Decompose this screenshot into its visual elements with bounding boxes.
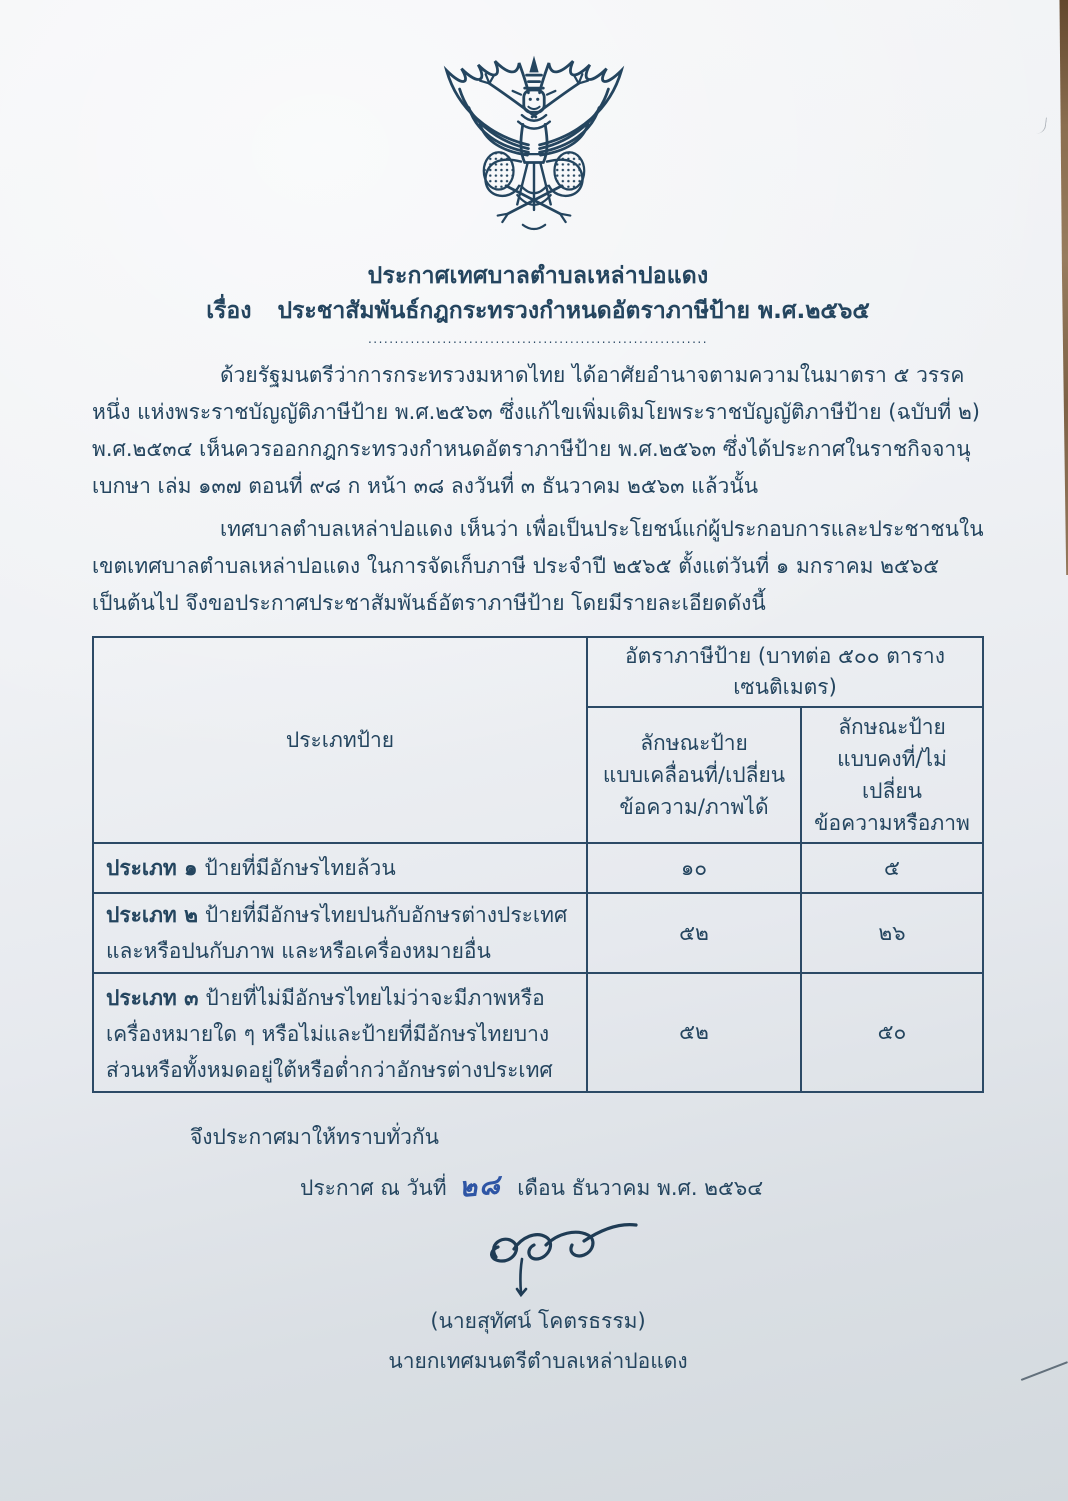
- divider-dots: ................................................................: [367, 332, 709, 346]
- column-header-movable: [587, 707, 801, 843]
- fixed-header-line: ข้อความหรือภาพ: [814, 811, 970, 835]
- category-2-label: ประเภท ๒: [106, 903, 198, 927]
- column-header-sign-type: ประเภทป้าย: [93, 637, 587, 843]
- category-1-movable-rate: ๑๐: [587, 843, 801, 893]
- category-3-label: ประเภท ๓: [106, 986, 199, 1010]
- movable-header-line: ข้อความ/ภาพได้: [619, 795, 769, 819]
- row-label-category-3: [93, 973, 587, 1092]
- movable-header-line: ลักษณะป้าย: [640, 731, 748, 755]
- table-row: [93, 973, 983, 1092]
- movable-header-line: แบบเคลื่อนที่/เปลี่ยน: [602, 763, 786, 787]
- signer-position: นายกเทศมนตรีตำบลเหล่าปอแดง: [388, 1349, 688, 1373]
- category-2-desc: ป้ายที่มีอักษรไทยปนกับอักษรต่างประเทศและหรือปนกับภาพ และหรือเครื่องหมายอื่น: [106, 903, 568, 963]
- table-row: [93, 843, 983, 893]
- fixed-header-line: ลักษณะป้าย: [838, 715, 946, 739]
- paragraph-announcement: เทศบาลตำบลเหล่าปอแดง เห็นว่า เพื่อเป็นประโยชน์แก่ผู้ประกอบการและประชาชนในเขตเทศบาลตำบลเหล่าปอแดง ในการจัดเก็บภาษี ประจำปี ๒๕๖๕ ตั้งแต่วันที่ ๑ มกราคม ๒๕๖๕ เป็นต้นไป จึงขอประกาศประชาสัมพันธ์อัตราภาษีป้าย โดยมีรายละเอียดดังนี้: [92, 517, 984, 615]
- column-header-fixed: [801, 707, 983, 843]
- closing-line: จึงประกาศมาให้ทราบทั่วกัน: [190, 1125, 439, 1149]
- paragraph-authority: ด้วยรัฐมนตรีว่าการกระทรวงมหาดไทย ได้อาศัยอำนาจตามความในมาตรา ๕ วรรคหนึ่ง แห่งพระราชบัญญัติภาษีป้าย พ.ศ.๒๕๖๓ ซึ่งแก้ไขเพิ่มเติมโยพระราชบัญญัติภาษีป้าย (ฉบับที่ ๒) พ.ศ.๒๕๓๔ เห็นควรออกกฎกระทรวงกำหนดอัตราภาษีป้าย พ.ศ.๒๕๖๓ ซึ่งได้ประกาศในราชกิจจานุเบกษา เล่ม ๑๓๗ ตอนที่ ๙๘ ก หน้า ๓๘ ลงวันที่ ๓ ธันวาคม ๒๕๖๓ แล้วนั้น: [92, 363, 980, 498]
- category-3-desc: ป้ายที่ไม่มีอักษรไทยไม่ว่าจะมีภาพหรือเครื่องหมายใด ๆ หรือไม่และป้ายที่มีอักษรไทยบางส่วนหรือทั้งหมดอยู่ใต้หรือต่ำกว่าอักษรต่างประเทศ: [106, 986, 553, 1082]
- date-prefix: ประกาศ ณ วันที่: [300, 1176, 447, 1200]
- row-label-category-2: [93, 893, 587, 973]
- category-1-fixed-rate: ๕: [801, 843, 983, 893]
- signature-scribble-icon: [418, 1215, 658, 1305]
- table-header-row: [93, 637, 983, 707]
- signature-block: [92, 1215, 984, 1378]
- date-line: [300, 1164, 984, 1207]
- fixed-header-line: แบบคงที่/ไม่เปลี่ยน: [837, 747, 947, 803]
- category-1-desc: ป้ายที่มีอักษรไทยล้วน: [204, 855, 396, 880]
- subject-label: เรื่อง: [206, 298, 252, 324]
- page-title: ประกาศเทศบาลตำบลเหล่าปอแดง: [367, 263, 709, 289]
- category-2-fixed-rate: ๒๖: [801, 893, 983, 973]
- table-row: [93, 893, 983, 973]
- category-1-label: ประเภท ๑: [106, 855, 198, 880]
- garuda-emblem-icon: [430, 50, 638, 236]
- category-3-fixed-rate: ๕๐: [801, 973, 983, 1092]
- column-header-rate: อัตราภาษีป้าย (บาทต่อ ๕๐๐ ตารางเซนติเมตร): [587, 637, 983, 707]
- handwritten-day: ๒๘: [457, 1169, 503, 1204]
- date-suffix: เดือน ธันวาคม พ.ศ. ๒๕๖๔: [517, 1176, 764, 1200]
- row-label-category-1: [93, 843, 587, 893]
- subject-text: ประชาสัมพันธ์กฎกระทรวงกำหนดอัตราภาษีป้าย พ.ศ.๒๕๖๕: [277, 298, 870, 324]
- category-2-movable-rate: ๕๒: [587, 893, 801, 973]
- category-3-movable-rate: ๕๒: [587, 973, 801, 1092]
- tax-rate-table: [92, 636, 984, 1093]
- signer-name: (นายสุทัศน์ โคตรธรรม): [430, 1309, 646, 1333]
- subject-line: [92, 295, 984, 327]
- paper-hair-mark: [1036, 117, 1047, 135]
